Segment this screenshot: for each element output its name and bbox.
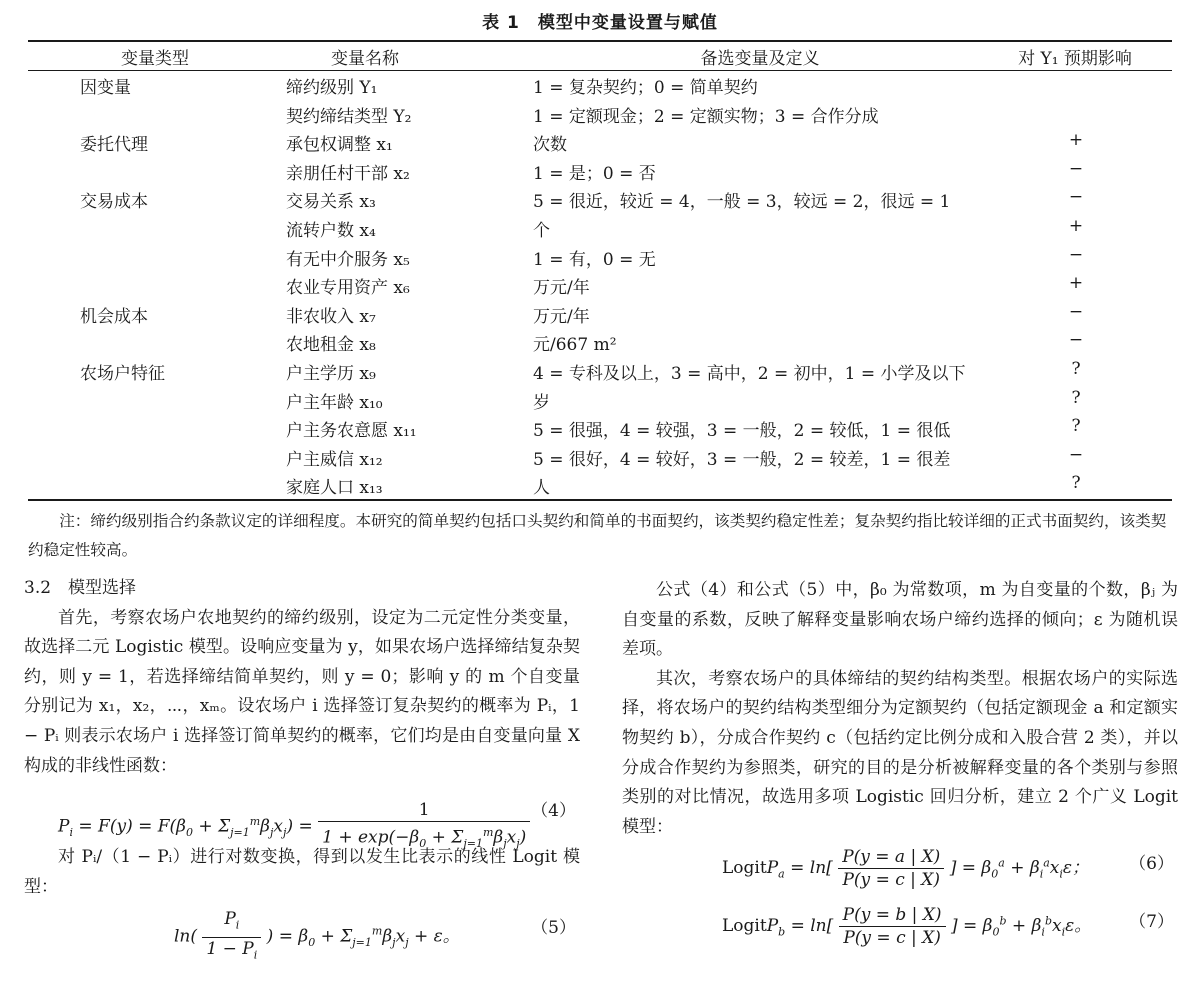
table-row	[0, 187, 1200, 216]
row-expected-effect: −	[1068, 158, 1084, 179]
row-expected-effect: ?	[1071, 473, 1081, 494]
row-definition: 5 = 很好，4 = 较好，3 = 一般，2 = 较差，1 = 很差	[533, 449, 951, 470]
table-row	[0, 159, 1200, 188]
row-category: 因变量	[80, 78, 131, 98]
row-expected-effect: +	[1068, 273, 1084, 294]
row-definition: 1 = 是；0 = 否	[533, 163, 656, 184]
row-definition: 个	[533, 220, 550, 241]
right-paragraph-2: 其次，考察农场户的具体缔结的契约结构类型。根据农场户的实际选择，将农场户的契约结构类型细分为定额契约（包括定额现金 a 和定额实物契约 b），分成合作契约 c（包括约定比例分成和入股合营 2 类），并以分成合作契约为参照类，研究的目的是分析被解释变量的各个类别与参照类别的对比情况，故选用多项 Logistic 回归分析，建立 2 个广义 Logit 模型：	[622, 668, 1178, 837]
row-definition: 1 = 定额现金；2 = 定额实物；3 = 合作分成	[533, 106, 879, 127]
row-variable-name: 户主年龄 x₁₀	[286, 392, 383, 413]
table-row	[0, 245, 1200, 274]
equation-4-number: （4）	[531, 801, 576, 822]
row-definition: 5 = 很强，4 = 较强，3 = 一般，2 = 较低，1 = 很低	[533, 421, 951, 442]
row-definition: 万元/年	[533, 278, 590, 299]
row-expected-effect: +	[1068, 130, 1084, 151]
table-row	[0, 473, 1200, 502]
row-expected-effect: +	[1068, 215, 1084, 236]
table-row	[0, 388, 1200, 417]
row-definition: 岁	[533, 392, 550, 413]
section-title: 3.2 模型选择	[24, 578, 137, 598]
row-category: 机会成本	[80, 306, 148, 327]
equation-6	[622, 842, 1178, 900]
equation-7	[622, 900, 1178, 958]
row-expected-effect: ?	[1071, 387, 1081, 408]
row-category: 委托代理	[80, 135, 148, 156]
table-row	[0, 216, 1200, 245]
table-row	[0, 73, 1200, 102]
row-expected-effect: −	[1068, 301, 1084, 322]
right-column	[622, 576, 1178, 958]
row-variable-name: 交易关系 x₃	[286, 192, 376, 213]
row-definition: 次数	[533, 135, 567, 156]
row-variable-name: 农地租金 x₈	[286, 335, 376, 356]
row-variable-name: 户主务农意愿 x₁₁	[286, 421, 417, 442]
table-note: 注：缔约级别指合约条款议定的详细程度。本研究的简单契约包括口头契约和简单的书面契约，该类契约稳定性差；复杂契约指比较详细的正式书面契约，该类契约稳定性较高。	[28, 512, 1167, 559]
left-column	[24, 574, 580, 964]
row-variable-name: 流转户数 x₄	[286, 220, 376, 241]
row-variable-name: 家庭人口 x₁₃	[286, 478, 383, 499]
table-row	[0, 130, 1200, 159]
equation-5-expression: ln( $\frac{P_i}{1 - P_i}$ ) = $\beta_0 + \Sigma_{j=1}^m\beta_jx_j + \varepsilon$。	[174, 909, 460, 962]
table-header-row	[0, 44, 1200, 70]
header-variable-name: 变量名称	[331, 49, 399, 69]
row-expected-effect: ?	[1071, 358, 1081, 379]
row-category: 农场户特征	[80, 363, 165, 384]
equation-6-expression: LogitP$_a$ = ln[ $\frac{P(y = a | X)}{P(y = c | X)}$ ] = $\beta_0^a + \beta_i^ax_i\varepsilon$；	[722, 847, 1090, 891]
row-variable-name: 亲朋任村干部 x₂	[286, 163, 410, 184]
row-variable-name: 有无中介服务 x₅	[286, 249, 410, 270]
row-expected-effect: −	[1068, 330, 1084, 351]
row-definition: 元/667 m²	[533, 335, 617, 356]
row-expected-effect: −	[1068, 444, 1084, 465]
row-definition: 人	[533, 478, 550, 499]
row-definition: 1 = 有，0 = 无	[533, 249, 656, 270]
left-paragraph-1: 首先，考察农场户农地契约的缔约级别，设定为二元定性分类变量，故选择二元 Logistic 模型。设响应变量为 y，如果农场户选择缔结复杂契约，则 y = 1，若选择缔结简单契约，则 y = 0；影响 y 的 m 个自变量分别记为 x₁，x₂，⋯，xₘ。设农场户 i 选择签订复杂契约的概率为 Pᵢ，1 − Pᵢ 则表示农场户 i 选择签订简单契约的概率，它们均是由自变量向量 X 构成的非线性函数：	[24, 607, 580, 776]
row-variable-name: 缔约级别 Y₁	[286, 78, 378, 98]
row-expected-effect: −	[1068, 187, 1084, 208]
table-caption: 表 1 模型中变量设置与赋值	[482, 13, 718, 33]
row-definition: 5 = 很近，较近 = 4，一般 = 3，较远 = 2，很远 = 1	[533, 192, 951, 213]
table-row	[0, 302, 1200, 331]
row-definition: 4 = 专科及以上，3 = 高中，2 = 初中，1 = 小学及以下	[533, 363, 966, 384]
row-variable-name: 非农收入 x₇	[286, 306, 376, 327]
equation-5-number: （5）	[531, 918, 576, 939]
row-definition: 1 = 复杂契约；0 = 简单契约	[533, 78, 758, 98]
header-expected-effect: 对 Y₁ 预期影响	[1018, 49, 1132, 69]
table-row	[0, 416, 1200, 445]
equation-4	[24, 781, 580, 851]
table-top-rule	[28, 40, 1172, 42]
header-variable-definition: 备选变量及定义	[700, 49, 820, 69]
equation-7-number: （7）	[1129, 912, 1174, 933]
equation-6-number: （6）	[1129, 854, 1174, 875]
row-category: 交易成本	[80, 192, 148, 213]
table-body	[0, 73, 1200, 502]
table-row	[0, 330, 1200, 359]
table-row	[0, 102, 1200, 131]
row-definition: 万元/年	[533, 306, 590, 327]
table-row	[0, 273, 1200, 302]
header-variable-type: 变量类型	[121, 49, 189, 69]
left-paragraph-2: 对 Pᵢ/（1 − Pᵢ）进行对数变换，得到以发生比表示的线性 Logit 模型：	[24, 847, 580, 897]
row-expected-effect: −	[1068, 244, 1084, 265]
table-row	[0, 359, 1200, 388]
right-paragraph-1: 公式（4）和公式（5）中，β₀ 为常数项，m 为自变量的个数，βⱼ 为自变量的系数，反映了解释变量影响农场户缔约选择的倾向；ε 为随机误差项。	[622, 580, 1178, 660]
row-variable-name: 户主学历 x₉	[286, 363, 376, 384]
table-bottom-rule	[28, 499, 1172, 501]
row-variable-name: 契约缔结类型 Y₂	[286, 106, 412, 127]
table-row	[0, 445, 1200, 474]
row-variable-name: 户主威信 x₁₂	[286, 449, 383, 470]
row-variable-name: 农业专用资产 x₆	[286, 278, 410, 299]
row-expected-effect: ?	[1071, 416, 1081, 437]
row-variable-name: 承包权调整 x₁	[286, 135, 393, 156]
equation-7-expression: LogitP$_b$ = ln[ $\frac{P(y = b | X)}{P(y = c | X)}$ ] = $\beta_0^b + \beta_i^bx_i\varepsilon$。	[722, 905, 1092, 949]
equation-4-expression: $P_i = F(y) = F(\beta_0 + \Sigma_{j=1}^m\beta_jx_j)$ = $\frac{1}{1 + \exp(-\beta_0 + \Sigma_{j=1}^m\beta_jx_j)}$	[58, 799, 530, 855]
table-header-rule	[28, 70, 1172, 71]
equation-5	[24, 902, 580, 964]
